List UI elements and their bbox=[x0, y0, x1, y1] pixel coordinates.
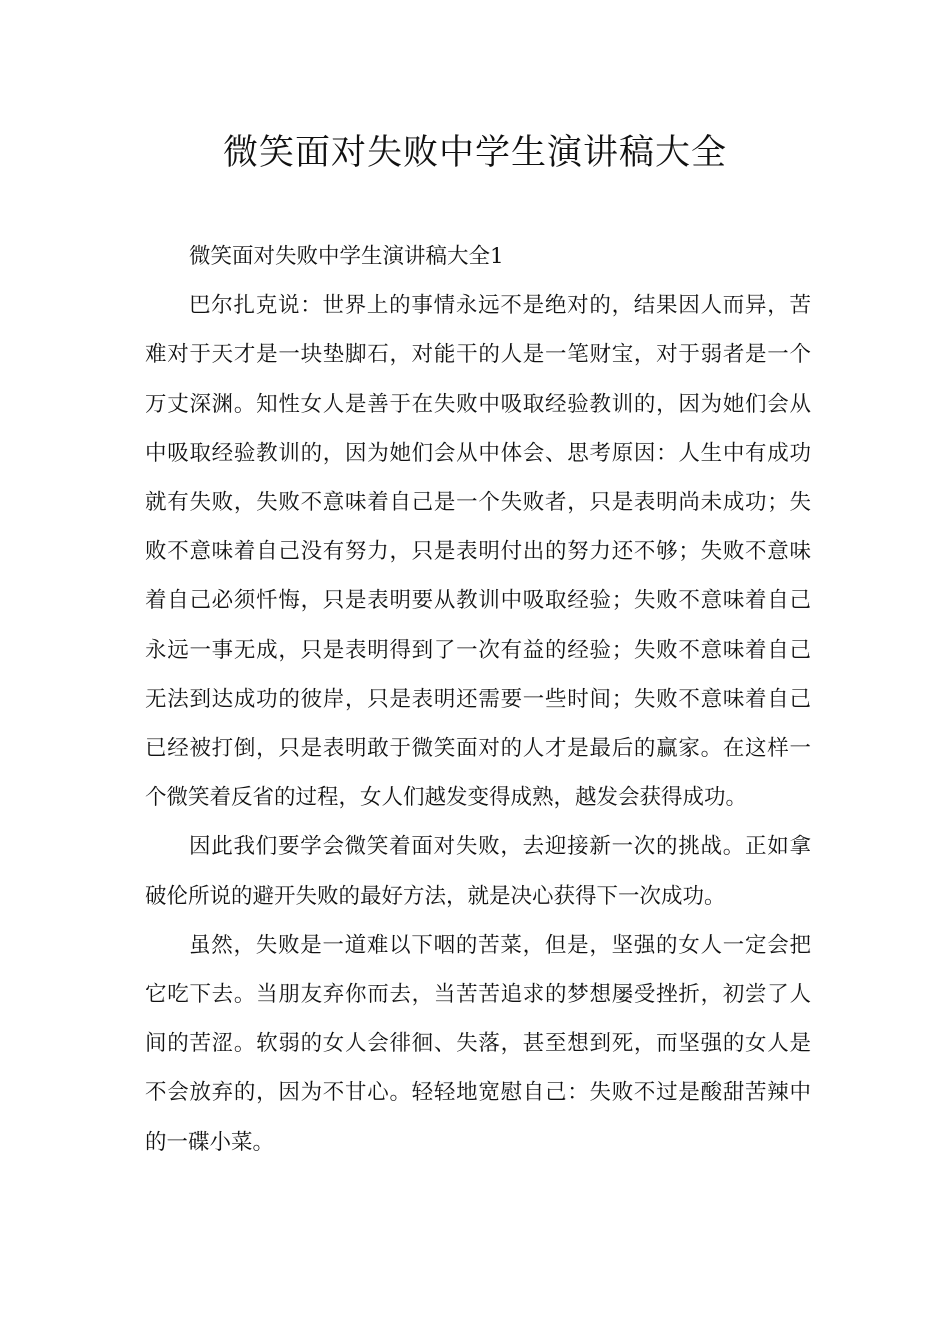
section-heading: 微笑面对失败中学生演讲稿大全1 bbox=[189, 244, 504, 269]
paragraph: 巴尔扎克说：世界上的事情永远不是绝对的，结果因人而异，苦难对于天才是一块垫脚石，对能干的人是一笔财宝，对于弱者是一个万丈深渊。知性女人是善于在失败中吸取经验教训的，因为她们会从中吸取经验教训的，因为她们会从中体会、思考原因：人生中有成功就有失败，失败不意味着自己是一个失败者，只是表明尚未成功；失败不意味着自己没有努力，只是表明付出的努力还不够；失败不意味着自己必须忏悔，只是表明要从教训中吸取经验；失败不意味着自己永远一事无成，只是表明得到了一次有益的经验；失败不意味着自己无法到达成功的彼岸，只是表明还需要一些时间；失败不意味着自己已经被打倒，只是表明敢于微笑面对的人才是最后的赢家。在这样一个微笑着反省的过程，女人们越发变得成熟，越发会获得成功。 bbox=[145, 293, 811, 811]
paragraph: 虽然，失败是一道难以下咽的苦菜，但是，坚强的女人一定会把它吃下去。当朋友弃你而去，当苦苦追求的梦想屡受挫折，初尝了人间的苦涩。软弱的女人会徘徊、失落，甚至想到死，而坚强的女人是不会放弃的，因为不甘心。轻轻地宽慰自己：失败不过是酸甜苦辣中的一碟小菜。 bbox=[145, 932, 811, 1155]
document-body bbox=[145, 232, 811, 1167]
document-title: 微笑面对失败中学生演讲稿大全 bbox=[222, 133, 727, 173]
paragraph: 因此我们要学会微笑着面对失败，去迎接新一次的挑战。正如拿破伦所说的避开失败的最好方法，就是决心获得下一次成功。 bbox=[145, 834, 811, 909]
